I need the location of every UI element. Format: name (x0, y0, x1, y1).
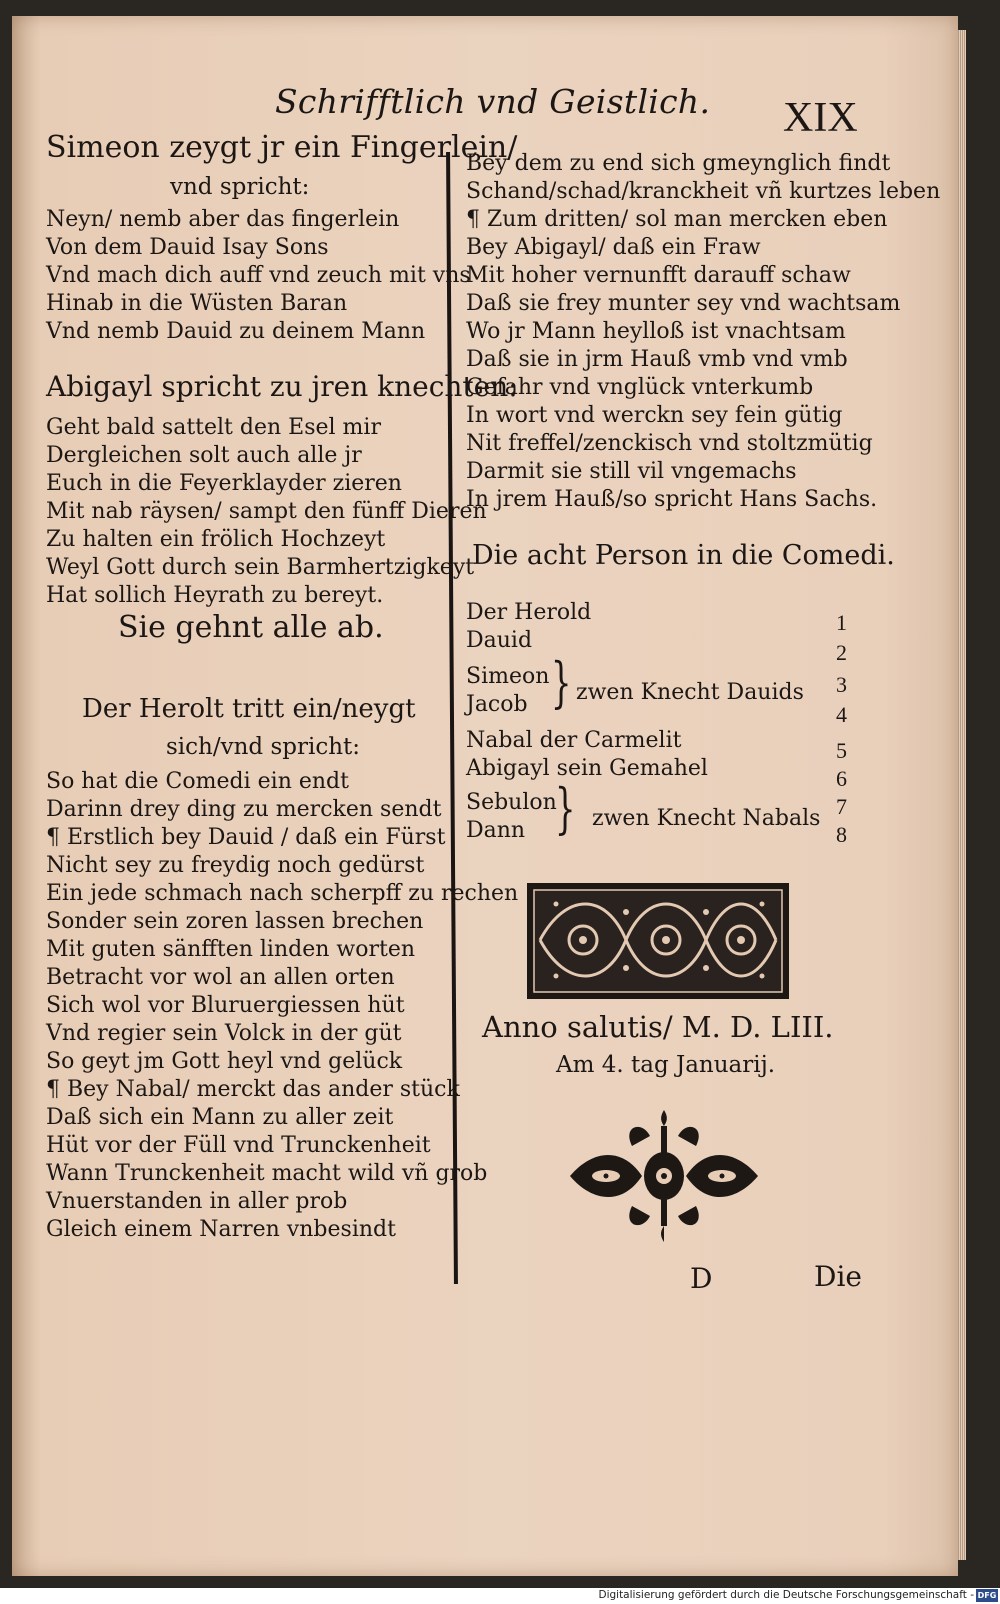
verse-line: Hüt vor der Füll vnd Trunckenheit (46, 1133, 431, 1158)
verse-line: Neyn/ nemb aber das fingerlein (46, 207, 400, 232)
brace-symbol: } (550, 651, 572, 714)
cast-heading: Die acht Person in die Comedi. (472, 540, 895, 571)
page-stack-edge (958, 30, 966, 1560)
herolt-speech-continued (466, 150, 940, 514)
verse-line: Gleich einem Narren vnbesindt (46, 1217, 396, 1242)
verse-line: Sich wol vor Bluruergiessen hüt (46, 993, 405, 1018)
herolt-heading: Der Herolt tritt ein/neygt (82, 694, 416, 724)
herolt-speech (46, 768, 518, 1244)
verse-line: Bey dem zu end sich gmeynglich findt (466, 151, 891, 176)
cast-herold: Der Herold (466, 600, 592, 625)
dfg-logo: DFG (977, 1591, 997, 1600)
verse-line: In jrem Hauß/so spricht Hans Sachs. (466, 487, 878, 512)
cast-number: 3 (836, 672, 847, 697)
verse-line: Mit hoher vernunfft darauff schaw (466, 263, 851, 288)
cast-sebulon: Sebulon (466, 790, 557, 815)
verse-line: Vnd regier sein Volck in der güt (46, 1021, 402, 1046)
verse-line: Betracht vor wol an allen orten (46, 965, 395, 990)
cast-dann: Dann (466, 818, 526, 843)
verse-line: Mit guten sänfften linden worten (46, 937, 416, 962)
verse-line: ¶ Erstlich bey Dauid / daß ein Fürst (46, 825, 446, 850)
colophon-date: Am 4. tag Januarij. (556, 1052, 776, 1078)
verse-line: Von dem Dauid Isay Sons (46, 235, 329, 260)
running-head: Schrifftlich vnd Geistlich. (275, 82, 711, 121)
cast-number: 5 (836, 738, 847, 763)
simeon-heading: Simeon zeygt jr ein Fingerlein/ (46, 130, 518, 165)
stage-direction-exit: Sie gehnt alle ab. (118, 610, 384, 645)
cast-number: 7 (836, 794, 847, 819)
verse-line: Hat sollich Heyrath zu bereyt. (46, 583, 384, 608)
verse-line: Nit freffel/zenckisch vnd stoltzmütig (466, 431, 873, 456)
cast-number: 1 (836, 610, 847, 635)
cast-number: 8 (836, 822, 847, 847)
verse-line: So geyt jm Gott heyl vnd gelück (46, 1049, 403, 1074)
verse-line: Darmit sie still vil vngemachs (466, 459, 797, 484)
verse-line: ¶ Bey Nabal/ merckt das ander stück (46, 1077, 460, 1102)
verse-line: Weyl Gott durch sein Barmhertzigkeyt (46, 555, 475, 580)
funding-notice: Digitalisierung gefördert durch die Deutsche Forschungsgemeinschaft - (598, 1589, 974, 1601)
abigayl-speech (46, 414, 487, 610)
verse-line: Gefahr vnd vnglück vnterkumb (466, 375, 814, 400)
brace-symbol: } (554, 777, 576, 840)
herolt-heading-2: sich/vnd spricht: (166, 734, 361, 760)
abigayl-heading: Abigayl spricht zu jren knechten: (46, 370, 518, 403)
verse-line: Daß sie frey munter sey vnd wachtsam (466, 291, 901, 316)
folio-number: XIX (783, 95, 858, 141)
verse-line: Darinn drey ding zu mercken sendt (46, 797, 442, 822)
simeon-speech (46, 206, 471, 346)
verse-line: Sonder sein zoren lassen brechen (46, 909, 424, 934)
fleuron-ornament (562, 1106, 766, 1246)
cast-jacob: Jacob (466, 692, 528, 717)
verse-line: Vnuerstanden in aller prob (46, 1189, 348, 1214)
simeon-heading-2: vnd spricht: (170, 174, 310, 200)
cast-nabal: Nabal der Carmelit (466, 728, 682, 753)
verse-line: Wann Trunckenheit macht wild vñ grob (46, 1161, 488, 1186)
cast-dauid-servants: zwen Knecht Dauids (576, 680, 804, 705)
verse-line: Nicht sey zu freydig noch gedürst (46, 853, 425, 878)
cast-number: 4 (836, 702, 847, 727)
signature-mark: D (690, 1262, 713, 1295)
verse-line: Daß sich ein Mann zu aller zeit (46, 1105, 394, 1130)
cast-nabal-servants: zwen Knecht Nabals (592, 806, 821, 831)
verse-line: ¶ Zum dritten/ sol man mercken eben (466, 207, 888, 232)
verse-line: Zu halten ein frölich Hochzeyt (46, 527, 386, 552)
verse-line: Geht bald sattelt den Esel mir (46, 415, 381, 440)
colophon-year: Anno salutis/ M. D. LIII. (482, 1010, 834, 1044)
verse-line: So hat die Comedi ein endt (46, 769, 349, 794)
ornament-woodcut-block (526, 882, 790, 1000)
verse-line: Ein jede schmach nach scherpff zu rechen (46, 881, 519, 906)
verse-line: Hinab in die Wüsten Baran (46, 291, 348, 316)
verse-line: Vnd nemb Dauid zu deinem Mann (46, 319, 426, 344)
cast-simeon: Simeon (466, 664, 550, 689)
catchword: Die (814, 1260, 862, 1293)
verse-line: Bey Abigayl/ daß ein Fraw (466, 235, 761, 260)
verse-line: Vnd mach dich auff vnd zeuch mit vns (46, 263, 471, 288)
verse-line: Dergleichen solt auch alle jr (46, 443, 362, 468)
verse-line: Mit nab räysen/ sampt den fünff Dieren (46, 499, 487, 524)
cast-dauid: Dauid (466, 628, 533, 653)
cast-abigayl: Abigayl sein Gemahel (466, 756, 708, 781)
verse-line: In wort vnd werckn sey fein gütig (466, 403, 843, 428)
verse-line: Euch in die Feyerklayder zieren (46, 471, 402, 496)
verse-line: Wo jr Mann heylloß ist vnachtsam (466, 319, 846, 344)
verse-line: Daß sie in jrm Hauß vmb vnd vmb (466, 347, 848, 372)
cast-number: 6 (836, 766, 847, 791)
cast-number: 2 (836, 640, 847, 665)
verse-line: Schand/schad/kranckheit vñ kurtzes leben (466, 179, 941, 204)
